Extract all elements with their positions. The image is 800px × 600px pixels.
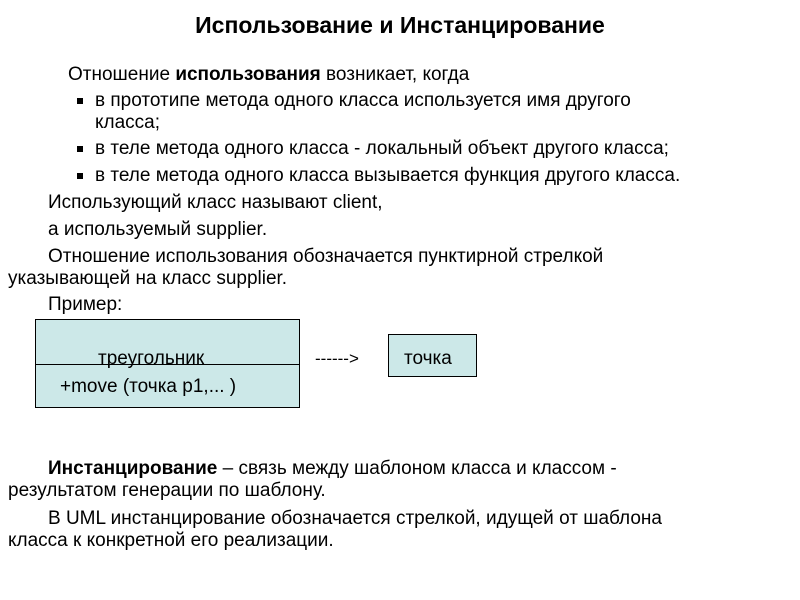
client-class-box	[35, 319, 300, 408]
bullet-3-line-1: в теле метода одного класса вызывается функция другого класса.	[95, 165, 681, 186]
supplier-name: точка	[404, 348, 452, 369]
bullet-item-1	[95, 90, 631, 134]
bullet-icon	[77, 98, 83, 104]
notation-line-2: указывающей на класс supplier.	[8, 268, 288, 289]
bullet-2-line-1: в теле метода одного класса - локальный объект другого класса;	[95, 138, 669, 159]
bullet-item-2	[95, 138, 669, 160]
intro-prefix: Отношение	[68, 64, 176, 85]
class-name: треугольник	[98, 348, 205, 369]
class-method: +move (точка p1,... )	[60, 376, 237, 397]
bullet-1-line-2: класса;	[95, 112, 161, 133]
bullet-icon	[77, 173, 83, 179]
instantiation-rest: – связь между шаблоном класса и классом -	[217, 458, 617, 479]
intro-bold: использования	[175, 64, 321, 85]
intro-line	[68, 64, 469, 86]
bullet-1-line-1: в прототипе метода одного класса используется имя другого	[95, 90, 631, 111]
instantiation-paragraph	[8, 458, 617, 502]
instantiation-line-1	[8, 458, 617, 480]
dependency-arrow: ------>	[315, 349, 359, 368]
example-label: Пример:	[48, 294, 123, 315]
bullet-item-3	[95, 165, 680, 187]
instantiation-line-2: результатом генерации по шаблону.	[8, 480, 326, 501]
client-line: Использующий класс называют client,	[48, 192, 383, 213]
notation-paragraph	[8, 246, 603, 290]
intro-suffix: возникает, когда	[320, 64, 470, 85]
slide-title: Использование и Инстанцирование	[195, 12, 605, 38]
uml-paragraph	[8, 508, 662, 552]
uml-line-1: В UML инстанцирование обозначается стрелкой, идущей от шаблона	[48, 508, 662, 529]
supplier-line: а используемый supplier.	[48, 219, 268, 240]
uml-line-2: класса к конкретной его реализации.	[8, 530, 334, 551]
notation-line-1: Отношение использования обозначается пунктирной стрелкой	[48, 246, 604, 267]
supplier-class-box	[388, 334, 477, 377]
bullet-icon	[77, 146, 83, 152]
instantiation-bold: Инстанцирование	[48, 458, 218, 479]
